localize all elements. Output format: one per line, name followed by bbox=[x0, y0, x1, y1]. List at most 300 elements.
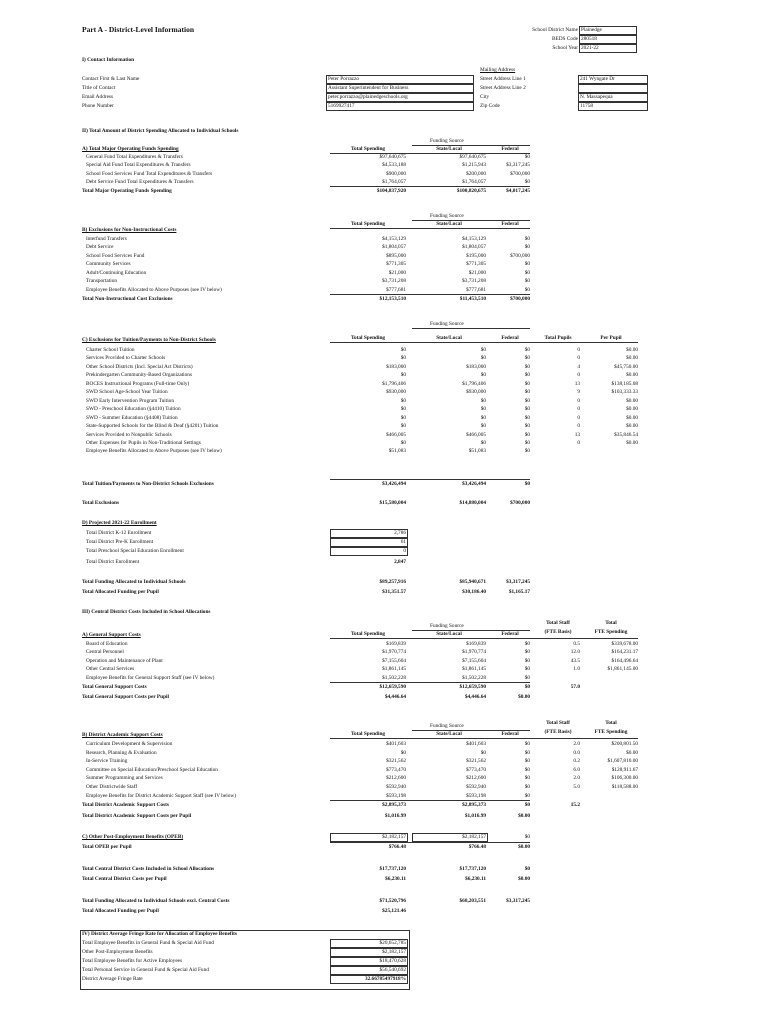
federal-value: $0 bbox=[524, 649, 530, 655]
fte-value: $164,231.17 bbox=[611, 649, 638, 655]
row-label: Employee Benefits Allocated to Above Purposes (see IV below) bbox=[86, 448, 222, 455]
state-local-value: $773,470 bbox=[466, 767, 486, 773]
rule-line bbox=[330, 738, 638, 739]
total-spending-value: $321,562 bbox=[386, 758, 406, 764]
state-local-value: $592,940 bbox=[466, 784, 486, 790]
row-label: Total Central District Costs per Pupil bbox=[82, 876, 167, 882]
fte-value: $1,861,145.00 bbox=[607, 666, 638, 672]
subsection-title: A) General Support Costs bbox=[82, 632, 141, 638]
header-field-label: School District Name bbox=[532, 27, 578, 33]
state-local-value: $1,502,228 bbox=[462, 675, 486, 681]
total-spending-value: $4,533,188 bbox=[382, 162, 406, 168]
row-label: Adult/Continuing Education bbox=[86, 270, 147, 276]
state-local-value: $2,182,157 bbox=[462, 834, 486, 840]
state-local-value: $4,153,129 bbox=[462, 236, 486, 242]
federal-value: $0 bbox=[524, 397, 530, 404]
total-spending-value: $212,600 bbox=[386, 775, 406, 781]
total-spending-value: $900,000 bbox=[386, 171, 406, 177]
header-field-value: 2021-22 bbox=[581, 45, 599, 51]
per-pupil-value: $0.00 bbox=[626, 439, 638, 446]
federal-value: $0 bbox=[524, 439, 530, 446]
funding-source-header: Funding Source bbox=[430, 623, 464, 629]
col-header-total: Total Spending bbox=[350, 335, 386, 341]
section-heading: I) Contact Information bbox=[82, 57, 135, 63]
state-local-value: $401,603 bbox=[466, 741, 486, 747]
col-header-federal: Federal bbox=[501, 335, 519, 341]
row-label: General Fund Total Expenditures & Transfers bbox=[86, 154, 183, 160]
row-label: Services Provided to Nonpublic Schools bbox=[86, 431, 172, 438]
federal-value: $0 bbox=[524, 431, 530, 438]
rule-line bbox=[330, 842, 530, 843]
row-label: Prekindergarten Community-Based Organizations bbox=[86, 372, 193, 379]
state-local-value: $51,083 bbox=[468, 448, 486, 455]
staff-value: 43.5 bbox=[570, 658, 580, 664]
total-spending-value: $1,764,057 bbox=[382, 179, 406, 185]
total-spending-value: $2,182,157 bbox=[382, 834, 406, 840]
total-spending-value: $51,083 bbox=[388, 448, 406, 455]
fringe-value: $2,182,157 bbox=[382, 949, 406, 955]
federal-value: $0 bbox=[524, 758, 530, 764]
federal-value: $700,000 bbox=[510, 500, 530, 506]
total-spending-value: $169,839 bbox=[386, 641, 406, 647]
state-local-value: $212,600 bbox=[466, 775, 486, 781]
col-header-total: Total Spending bbox=[350, 631, 386, 637]
total-spending-value: $0 bbox=[400, 414, 406, 421]
row-label: State-Supported Schools for the Blind & Deaf (§4201) Tuition bbox=[86, 423, 219, 430]
row-label: Charter School Tuition bbox=[86, 347, 135, 353]
header-field-label: School Year bbox=[552, 45, 578, 51]
col-header-fte-spending: FTE Spending bbox=[594, 729, 628, 735]
subsection-title: A) Total Major Operating Funds Spending bbox=[82, 146, 179, 152]
federal-value: $3,317,245 bbox=[506, 162, 530, 168]
staff-value: 0.5 bbox=[573, 641, 580, 647]
per-pupil-value: $45,750.00 bbox=[614, 363, 638, 370]
state-local-value: $6,230.11 bbox=[465, 876, 486, 882]
row-label: Total Funding Allocated to Individual Schools excl. Central Costs bbox=[82, 898, 230, 904]
pupils-value: 0 bbox=[577, 347, 580, 353]
state-local-value: $1,016.99 bbox=[464, 813, 486, 819]
state-local-value: $1,804,057 bbox=[462, 244, 486, 250]
subsection-title: B) District Academic Support Costs bbox=[82, 732, 163, 738]
federal-value: $0 bbox=[524, 866, 530, 872]
row-label: Other School Districts (Incl. Special Act Districts) bbox=[86, 363, 193, 370]
federal-value: $0 bbox=[524, 448, 530, 455]
total-spending-value: $593,198 bbox=[386, 793, 406, 799]
rule-line bbox=[330, 800, 530, 801]
row-label: Employee Benefits for General Support Staff (see IV below) bbox=[86, 675, 215, 681]
per-pupil-value: $0.00 bbox=[626, 355, 638, 362]
fte-value: $164,496.64 bbox=[611, 658, 638, 664]
col-header-per-pupil: Per Pupil bbox=[600, 335, 622, 341]
federal-value: $700,000 bbox=[510, 296, 530, 302]
row-label: Employee Benefits for District Academic Support Staff (see IV below) bbox=[86, 793, 236, 799]
state-local-value: $777,681 bbox=[466, 287, 486, 293]
pupils-value: 4 bbox=[577, 363, 580, 370]
federal-value: $0 bbox=[524, 802, 530, 808]
total-spending-value: $1,804,057 bbox=[382, 244, 406, 250]
col-header-total: Total Spending bbox=[350, 731, 386, 737]
fringe-value: $18,470,628 bbox=[379, 958, 406, 964]
federal-value: $700,000 bbox=[510, 253, 530, 259]
state-local-value: $930,000 bbox=[466, 389, 486, 396]
state-local-value: $21,000 bbox=[468, 270, 486, 276]
state-local-value: $11,453,510 bbox=[459, 296, 486, 302]
row-label: Other Expenses for Pupils in Non-Traditional Settings bbox=[86, 439, 201, 446]
rule-line bbox=[330, 186, 530, 187]
header-field-label: BEDS Code bbox=[551, 36, 578, 42]
state-local-value: $30,186.40 bbox=[462, 589, 486, 595]
state-local-value: $1,861,145 bbox=[462, 666, 486, 672]
state-local-value: $195,000 bbox=[466, 253, 486, 259]
federal-value: $0 bbox=[524, 750, 530, 756]
row-label: Board of Education bbox=[86, 641, 128, 647]
col-header-staff-basis: (FTE Basis) bbox=[544, 629, 572, 635]
row-label: Other Districtwide Staff bbox=[86, 784, 138, 790]
per-pupil-value: $0.00 bbox=[626, 397, 638, 404]
total-spending-value: $592,940 bbox=[386, 784, 406, 790]
state-local-value: $0 bbox=[480, 372, 486, 379]
row-label: Total Non-Instructional Cost Exclusions bbox=[82, 296, 173, 302]
total-spending-value: $25,121.46 bbox=[382, 908, 406, 914]
state-local-value: $169,839 bbox=[466, 641, 486, 647]
total-spending-value: $71,520,796 bbox=[379, 898, 406, 904]
total-spending-value: $3,426,494 bbox=[382, 481, 406, 487]
state-local-value: $466,005 bbox=[466, 431, 486, 438]
pupils-value: 9 bbox=[577, 389, 580, 396]
subsection-title: C) Exclusions for Tuition/Payments to Non-District Schools bbox=[82, 337, 216, 343]
rule-line bbox=[412, 328, 530, 329]
state-local-value: $766.48 bbox=[468, 844, 486, 850]
row-label: Research, Planning & Evaluation bbox=[86, 750, 157, 756]
row-label: Total Funding Allocated to Individual Schools bbox=[82, 579, 186, 585]
row-label: Total District Pre-K Enrollment bbox=[86, 539, 154, 545]
federal-value: $0 bbox=[524, 363, 530, 370]
rule-line bbox=[330, 479, 530, 480]
total-spending-value: $31,351.57 bbox=[382, 589, 406, 595]
row-label: Total General Support Costs bbox=[82, 684, 147, 690]
state-local-value: $0 bbox=[480, 347, 486, 353]
staff-value: 6.0 bbox=[573, 767, 580, 773]
total-spending-value: $771,305 bbox=[386, 261, 406, 267]
federal-value: $0 bbox=[524, 784, 530, 790]
col-header-total: Total Spending bbox=[350, 146, 386, 152]
total-spending-value: $1,970,774 bbox=[382, 649, 406, 655]
state-local-value: $3,731,208 bbox=[462, 278, 486, 284]
total-spending-value: $895,000 bbox=[386, 253, 406, 259]
state-local-value: $0 bbox=[480, 355, 486, 362]
row-label: Summer Programming and Services bbox=[86, 775, 163, 781]
pupils-value: 0 bbox=[577, 406, 580, 413]
rule-line bbox=[330, 342, 638, 343]
contact-value: 5169927417 bbox=[328, 103, 355, 109]
row-label: Debt Service bbox=[86, 244, 114, 250]
pupils-value: 13 bbox=[574, 380, 580, 387]
total-spending-value: $0 bbox=[400, 372, 406, 379]
per-pupil-value: $0.00 bbox=[626, 347, 638, 353]
staff-value: 2.0 bbox=[573, 741, 580, 747]
fringe-label: Other Post-Employment Benefits bbox=[82, 949, 153, 955]
total-spending-value: $17,737,120 bbox=[379, 866, 406, 872]
per-pupil-value: $0.00 bbox=[626, 406, 638, 413]
staff-value: 12.0 bbox=[570, 649, 580, 655]
federal-value: $0 bbox=[524, 154, 530, 160]
row-label: Employee Benefits Allocated to Above Purposes (see IV below) bbox=[86, 287, 222, 293]
total-spending-value: $1,016.99 bbox=[384, 813, 406, 819]
total-spending-value: $0 bbox=[400, 397, 406, 404]
federal-value: $0 bbox=[524, 767, 530, 773]
total-spending-value: $773,470 bbox=[386, 767, 406, 773]
fringe-value: 32.66785497918% bbox=[364, 976, 406, 982]
row-label: Total Tuition/Payments to Non-District Schools Exclusions bbox=[82, 481, 214, 487]
per-pupil-value: $0.00 bbox=[626, 423, 638, 430]
state-local-value: $0 bbox=[480, 423, 486, 430]
federal-value: $0 bbox=[524, 355, 530, 362]
total-spending-value: $766.48 bbox=[388, 844, 406, 850]
fte-value: $0.00 bbox=[626, 750, 638, 756]
state-local-value: $0 bbox=[480, 414, 486, 421]
federal-value: $0 bbox=[524, 641, 530, 647]
state-local-value: $100,820,675 bbox=[456, 188, 486, 194]
fringe-value: $56,540,692 bbox=[379, 967, 406, 973]
fte-value: $1,607,810.00 bbox=[607, 758, 638, 764]
mailing-label: City bbox=[480, 94, 490, 100]
pupils-value: 0 bbox=[577, 439, 580, 446]
row-label: Total Central District Costs Included in School Allocations bbox=[82, 866, 215, 872]
fringe-label: Total Employee Benefits in General Fund & Special Aid Fund bbox=[82, 940, 214, 946]
fte-value: $128,911.67 bbox=[611, 767, 638, 773]
row-label: School Food Services Fund bbox=[86, 253, 145, 259]
col-header-state: State/Local bbox=[436, 731, 462, 737]
pupils-value: 0 bbox=[577, 414, 580, 421]
total-spending-value: $0 bbox=[400, 355, 406, 362]
state-local-value: $2,895,373 bbox=[462, 802, 486, 808]
contact-label: Contact First & Last Name bbox=[82, 76, 140, 82]
federal-value: $0 bbox=[524, 793, 530, 799]
enrollment-value: 2,786 bbox=[394, 530, 406, 536]
total-spending-value: $0 bbox=[400, 750, 406, 756]
federal-value: $0 bbox=[524, 347, 530, 353]
fringe-value: $20,652,785 bbox=[379, 940, 406, 946]
federal-value: $3,317,245 bbox=[506, 579, 530, 585]
enrollment-value: 61 bbox=[400, 539, 406, 545]
pupils-value: 0 bbox=[577, 423, 580, 430]
col-header-fte: Total bbox=[605, 620, 617, 626]
state-local-value: $1,970,774 bbox=[462, 649, 486, 655]
subsection-title: D) Projected 2021-22 Enrollment bbox=[82, 520, 157, 526]
rule-line bbox=[330, 682, 530, 683]
staff-total: 57.0 bbox=[570, 684, 580, 690]
federal-value: $0.00 bbox=[518, 694, 530, 700]
total-spending-value: $1,502,228 bbox=[382, 675, 406, 681]
total-spending-value: $97,640,675 bbox=[379, 154, 406, 160]
federal-value: $0 bbox=[524, 775, 530, 781]
federal-value: $0 bbox=[524, 270, 530, 276]
subsection-title: B) Exclusions for Non-Instructional Costs bbox=[82, 227, 177, 233]
federal-value: $0 bbox=[524, 658, 530, 664]
federal-value: $0 bbox=[524, 414, 530, 421]
staff-value: 1.0 bbox=[573, 666, 580, 672]
row-label: Total District K-12 Enrollment bbox=[86, 530, 152, 536]
mailing-label: Street Address Line 2 bbox=[480, 85, 526, 91]
fte-value: $200,801.50 bbox=[611, 741, 638, 747]
total-spending-value: $15,580,004 bbox=[379, 500, 406, 506]
state-local-value: $12,659,590 bbox=[459, 684, 486, 690]
total-spending-value: $0 bbox=[400, 347, 406, 353]
state-local-value: $771,305 bbox=[466, 261, 486, 267]
total-spending-value: $4,153,129 bbox=[382, 236, 406, 242]
federal-value: $0 bbox=[524, 675, 530, 681]
total-spending-value: $21,000 bbox=[388, 270, 406, 276]
state-local-value: $97,640,675 bbox=[459, 154, 486, 160]
staff-value: 0.0 bbox=[573, 750, 580, 756]
state-local-value: $17,737,120 bbox=[459, 866, 486, 872]
total-spending-value: $0 bbox=[400, 439, 406, 446]
federal-value: $0 bbox=[524, 372, 530, 379]
row-label: Transportation bbox=[86, 278, 117, 284]
row-label: SWD School Age-School Year Tuition bbox=[86, 389, 168, 396]
fringe-label: Total Personal Service in General Fund & Special Aid Fund bbox=[82, 967, 209, 973]
pupils-value: 0 bbox=[577, 372, 580, 379]
contact-value: Peter Porrazzo bbox=[328, 76, 360, 82]
fringe-label: District Average Fringe Rate bbox=[82, 976, 143, 982]
enrollment-total: 2,847 bbox=[394, 559, 406, 565]
state-local-value: $593,198 bbox=[466, 793, 486, 799]
subsection-title: C) Other Post-Employment Benefits (OPEB) bbox=[82, 834, 184, 840]
state-local-value: $0 bbox=[480, 406, 486, 413]
total-spending-value: $7,155,604 bbox=[382, 658, 406, 664]
section-heading: III) Central District Costs Included in School Allocations bbox=[82, 609, 211, 615]
per-pupil-value: $138,185.08 bbox=[611, 380, 638, 387]
fte-value: $339,678.00 bbox=[611, 641, 638, 647]
total-spending-value: $12,153,510 bbox=[379, 296, 406, 302]
col-header-staff-basis: (FTE Basis) bbox=[544, 729, 572, 735]
header-field-value: Plainedge bbox=[581, 27, 602, 33]
federal-value: $0 bbox=[524, 423, 530, 430]
mailing-label: Zip Code bbox=[480, 103, 500, 109]
pupils-value: 0 bbox=[577, 355, 580, 362]
mailing-value-box bbox=[578, 84, 648, 93]
state-local-value: $0 bbox=[480, 439, 486, 446]
state-local-value: $0 bbox=[480, 750, 486, 756]
row-label: Total Allocated Funding per Pupil bbox=[82, 589, 159, 595]
col-header-state: State/Local bbox=[436, 146, 462, 152]
state-local-value: $200,000 bbox=[466, 171, 486, 177]
federal-value: $700,000 bbox=[510, 171, 530, 177]
state-local-value: $85,940,671 bbox=[459, 579, 486, 585]
state-local-value: $14,880,004 bbox=[459, 500, 486, 506]
federal-value: $0 bbox=[524, 834, 530, 840]
col-header-pupils: Total Pupils bbox=[544, 335, 572, 341]
federal-value: $0 bbox=[524, 481, 530, 487]
total-spending-value: $1,796,406 bbox=[382, 380, 406, 387]
row-label: Curriculum Development & Supervision bbox=[86, 741, 173, 747]
row-label: Committee on Special Education/Preschool Special Education bbox=[86, 767, 218, 773]
state-local-value: $321,562 bbox=[466, 758, 486, 764]
col-header-staff: Total Staff bbox=[546, 620, 570, 626]
row-label: Total District Academic Support Costs per Pupil bbox=[82, 813, 192, 819]
contact-label: Phone Number bbox=[82, 103, 114, 109]
state-local-value: $183,000 bbox=[466, 363, 486, 370]
mailing-label: Street Address Line 1 bbox=[480, 76, 526, 82]
col-header-state: State/Local bbox=[436, 335, 462, 341]
col-header-fte-spending: FTE Spending bbox=[594, 629, 628, 635]
total-spending-value: $0 bbox=[400, 406, 406, 413]
contact-label: Title of Contact bbox=[82, 85, 116, 91]
pupils-value: 0 bbox=[577, 397, 580, 404]
pupils-value: 13 bbox=[574, 431, 580, 438]
state-local-value: $4,446.64 bbox=[464, 694, 486, 700]
funding-source-header: Funding Source bbox=[430, 723, 464, 729]
fte-value: $106,300.00 bbox=[611, 775, 638, 781]
federal-value: $3,317,245 bbox=[506, 898, 530, 904]
col-header-federal: Federal bbox=[501, 146, 519, 152]
col-header-federal: Federal bbox=[501, 731, 519, 737]
federal-value: $0 bbox=[524, 261, 530, 267]
row-label: Interfund Transfers bbox=[86, 236, 127, 242]
federal-value: $0 bbox=[524, 179, 530, 185]
staff-value: 0.2 bbox=[573, 758, 580, 764]
mailing-value: 241 Wyngate Dr bbox=[580, 76, 615, 82]
federal-value: $0 bbox=[524, 287, 530, 293]
row-label: SWD - Preschool Education (§4410) Tuition bbox=[86, 406, 181, 413]
col-header-federal: Federal bbox=[501, 221, 519, 227]
federal-value: $0 bbox=[524, 406, 530, 413]
funding-source-header: Funding Source bbox=[430, 213, 464, 219]
state-local-value: $7,155,604 bbox=[462, 658, 486, 664]
row-label: Services Provided to Charter Schools bbox=[86, 355, 166, 362]
total-spending-value: $0 bbox=[400, 423, 406, 430]
per-pupil-value: $0.00 bbox=[626, 414, 638, 421]
total-spending-value: $12,659,590 bbox=[379, 684, 406, 690]
federal-value: $0 bbox=[524, 389, 530, 396]
staff-value: 5.0 bbox=[573, 784, 580, 790]
section-heading: II) Total Amount of District Spending Allocated to Individual Schools bbox=[82, 128, 239, 134]
row-label: In-Service Training bbox=[86, 758, 128, 764]
funding-source-header: Funding Source bbox=[430, 138, 464, 144]
per-pupil-value: $103,333.33 bbox=[611, 389, 638, 396]
mailing-value: 11758 bbox=[580, 103, 594, 109]
total-spending-value: $104,837,920 bbox=[376, 188, 406, 194]
total-spending-value: $1,861,145 bbox=[382, 666, 406, 672]
contact-value: peter.porrazzo@plainedgeschools.org bbox=[328, 94, 408, 100]
row-label: Other Central Services bbox=[86, 666, 135, 672]
row-label: Total General Support Costs per Pupil bbox=[82, 694, 169, 700]
total-spending-value: $4,446.64 bbox=[384, 694, 406, 700]
row-label: School Food Services Fund Total Expenditures & Transfers bbox=[86, 171, 213, 177]
mailing-value: N. Massapequa bbox=[580, 94, 613, 100]
federal-value: $1,165.17 bbox=[508, 589, 530, 595]
state-local-value: $68,203,551 bbox=[459, 898, 486, 904]
per-pupil-value: $0.00 bbox=[626, 372, 638, 379]
mailing-heading: Mailing Address bbox=[480, 67, 516, 73]
row-label: Total District Enrollment bbox=[86, 559, 140, 565]
funding-source-header: Funding Source bbox=[430, 321, 464, 327]
col-header-staff: Total Staff bbox=[546, 720, 570, 726]
col-header-total: Total Spending bbox=[350, 221, 386, 227]
state-local-value: $1,215,943 bbox=[462, 162, 486, 168]
contact-label: Email Address bbox=[82, 94, 114, 100]
total-spending-value: $183,000 bbox=[386, 363, 406, 370]
federal-value: $0 bbox=[524, 244, 530, 250]
row-label: Total Preschool Special Education Enrollment bbox=[86, 548, 184, 554]
row-label: Community Services bbox=[86, 261, 131, 267]
federal-value: $0 bbox=[524, 741, 530, 747]
section-heading: IV) District Average Fringe Rate for Allocation of Employee Benefits bbox=[82, 931, 237, 937]
rule-line bbox=[330, 228, 530, 229]
total-spending-value: $3,731,208 bbox=[382, 278, 406, 284]
staff-value: 2.0 bbox=[573, 775, 580, 781]
contact-value: Assistant Superintendent for Business bbox=[328, 85, 409, 91]
